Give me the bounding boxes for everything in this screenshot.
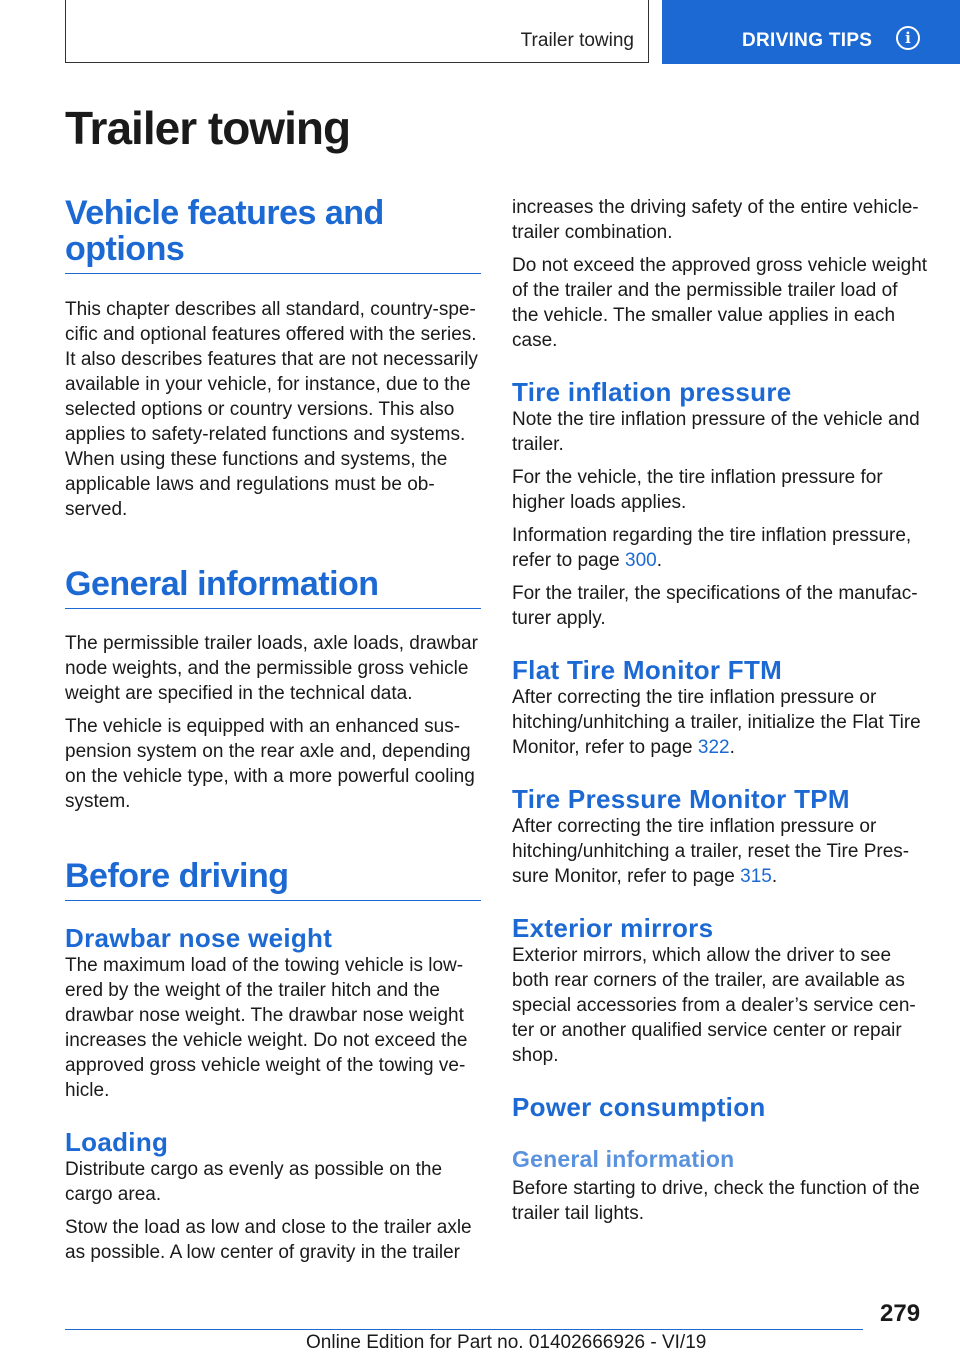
paragraph: Note the tire inflation pressure of the vehicle and trailer. xyxy=(512,409,920,455)
heading-drawbar-nose-weight: Drawbar nose weight xyxy=(65,923,333,953)
heading-general-information: General information xyxy=(65,566,481,609)
paragraph: Stow the load as low and close to the trailer axle as possible. A low center of gravity in the trailer xyxy=(65,1217,472,1263)
page-link-322[interactable]: 322 xyxy=(697,737,730,758)
paragraph: Before starting to drive, check the function of the trailer tail lights. xyxy=(512,1178,920,1224)
header-section-box xyxy=(65,0,649,63)
info-icon[interactable]: i xyxy=(896,26,920,50)
heading-before-driving: Before driving xyxy=(65,858,481,901)
chapter-tab[interactable] xyxy=(662,0,960,64)
heading-exterior-mirrors: Exterior mirrors xyxy=(512,913,714,943)
paragraph-text: Information regarding the tire inflation pressure, refer to page xyxy=(512,525,912,571)
paragraph: Exterior mirrors, which allow the driver to see both rear corners of the trailer, are available as special accessories from a dealer’s service cen-ter or another qualified service center or repair shop. xyxy=(512,945,916,1066)
paragraph: The vehicle is equipped with an enhanced sus-pension system on the rear axle and, depending on the vehicle type, with a more powerful cooling system. xyxy=(65,716,475,812)
paragraph xyxy=(512,814,928,889)
paragraph-text: After correcting the tire inflation pressure or hitching/unhitching a trailer, initialize the Flat Tire Monitor, refer to page xyxy=(512,687,921,758)
page-number: 279 xyxy=(880,1300,921,1327)
paragraph: The permissible trailer loads, axle loads, drawbar node weights, and the permissible gross vehicle weight are specified in the technical data. xyxy=(65,633,478,704)
page-link-300[interactable]: 300 xyxy=(625,550,657,571)
footer-edition: Online Edition for Part no. 01402666926 - VI/19 xyxy=(306,1332,707,1353)
header-section-title: Trailer towing xyxy=(520,30,634,51)
paragraph xyxy=(512,523,928,573)
footer-divider xyxy=(65,1329,863,1330)
page-link-315[interactable]: 315 xyxy=(740,866,772,887)
paragraph: Do not exceed the approved gross vehicle weight of the trailer and the permissible trailer load of the vehicle. The smaller value applies in each case. xyxy=(512,255,928,351)
paragraph-end: . xyxy=(656,550,663,571)
paragraph-end: . xyxy=(771,866,778,887)
heading-tire-pressure-monitor: Tire Pressure Monitor TPM xyxy=(512,784,850,814)
heading-flat-tire-monitor: Flat Tire Monitor FTM xyxy=(512,655,783,685)
left-column xyxy=(65,195,481,1265)
heading-vehicle-features: Vehicle features and options xyxy=(65,195,481,274)
paragraph: Distribute cargo as evenly as possible on the cargo area. xyxy=(65,1159,443,1205)
heading-tire-inflation-pressure: Tire inflation pressure xyxy=(512,377,792,407)
paragraph xyxy=(512,685,928,760)
chapter-tab-label: DRIVING TIPS xyxy=(742,30,873,51)
heading-power-consumption: Power consumption xyxy=(512,1092,766,1122)
paragraph: This chapter describes all standard, country-spe-cific and optional features offered with the series. It also describes features that are not necessarily available in your vehicle, for instance, due to the selected options or country versions. This also applies to safety-related functions and systems. When using these functions and systems, the applicable laws and regulations must be ob-served. xyxy=(65,299,478,520)
paragraph: increases the driving safety of the entire vehicle-trailer combination. xyxy=(512,197,919,243)
paragraph: For the trailer, the specifications of the manufac-turer apply. xyxy=(512,583,918,629)
heading-loading: Loading xyxy=(65,1127,169,1157)
paragraph: The maximum load of the towing vehicle is low-ered by the weight of the trailer hitch and the drawbar nose weight. The drawbar nose weight increases the vehicle weight. Do not exceed the approved gross vehicle weight of the towing ve-hicle. xyxy=(65,955,468,1101)
subheading-general-information: General information xyxy=(512,1146,735,1172)
right-column xyxy=(512,195,928,1226)
paragraph-end: . xyxy=(729,737,735,758)
page-title: Trailer towing xyxy=(65,102,351,154)
paragraph: For the vehicle, the tire inflation pressure for higher loads applies. xyxy=(512,467,883,513)
paragraph-text: After correcting the tire inflation pressure or hitching/unhitching a trailer, reset the Tire Pres-sure Monitor, refer to page xyxy=(512,816,910,887)
